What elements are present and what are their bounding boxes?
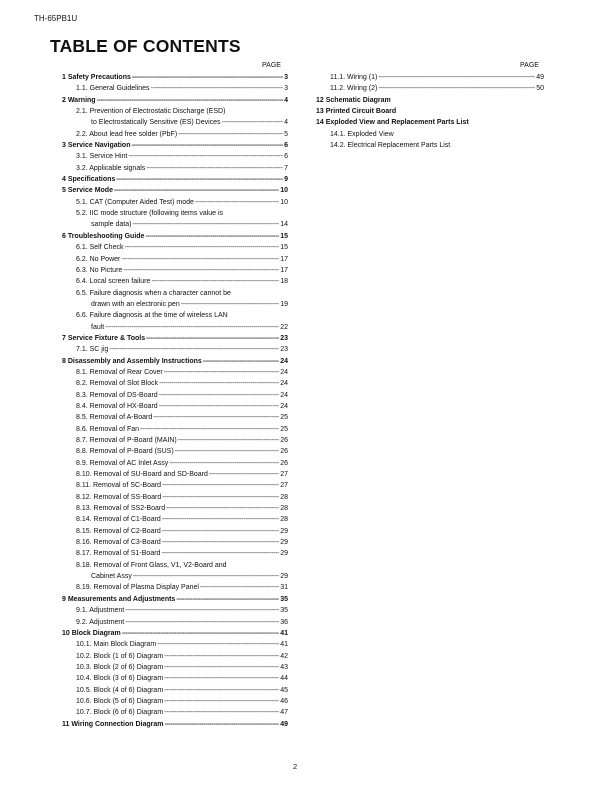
toc-entry-page: 42 xyxy=(280,652,288,660)
toc-entry-label: 8.15. Removal of C2-Board xyxy=(76,527,161,535)
toc-entry[interactable] xyxy=(50,106,288,117)
toc-leader-dots xyxy=(109,344,279,355)
toc-leader-dots xyxy=(164,662,279,673)
toc-entry[interactable] xyxy=(50,117,288,128)
toc-entry-label: 10.6. Block (5 of 6) Diagram xyxy=(76,697,164,705)
toc-entry-label: 13 Printed Circuit Board xyxy=(316,108,397,116)
toc-entry-page: 26 xyxy=(280,437,288,444)
toc-entry-label: 9.2. Adjustment xyxy=(76,618,125,626)
toc-entry-page: 26 xyxy=(280,448,288,456)
toc-leader-dots xyxy=(105,322,279,333)
toc-entry-label: 14.1. Exploded View xyxy=(330,130,394,138)
toc-entry-label: 6.4. Local screen failure xyxy=(76,278,151,286)
toc-entry[interactable] xyxy=(50,265,288,276)
toc-entry-page: 35 xyxy=(280,595,288,603)
toc-entry[interactable] xyxy=(50,412,288,423)
toc-entry-label: 1.1. General Guidelines xyxy=(76,85,150,93)
toc-entry-label: 3 Service Navigation xyxy=(62,142,131,150)
toc-entry[interactable] xyxy=(50,367,288,378)
toc-entry-page: 28 xyxy=(280,505,288,513)
toc-entry-page: 4 xyxy=(284,96,288,104)
toc-entry[interactable] xyxy=(50,310,288,321)
toc-entry-label: 2.1. Prevention of Electrostatic Discharge (ESD) xyxy=(76,108,226,116)
page-column-header-right: PAGE xyxy=(520,62,539,69)
toc-entry-label: drawn with an electronic pen xyxy=(91,300,180,308)
toc-entry[interactable] xyxy=(50,72,288,83)
toc-entry-page: 31 xyxy=(280,584,288,592)
toc-entry[interactable] xyxy=(50,662,288,673)
toc-leader-dots xyxy=(151,83,284,94)
toc-entry-page: 27 xyxy=(280,482,288,490)
toc-entry[interactable] xyxy=(50,537,288,548)
toc-leader-dots xyxy=(175,446,280,457)
toc-entry[interactable] xyxy=(50,299,288,310)
toc-entry-page: 35 xyxy=(280,607,288,615)
toc-leader-dots xyxy=(131,140,283,151)
toc-entry[interactable] xyxy=(304,129,544,140)
toc-entry[interactable] xyxy=(304,117,544,128)
toc-leader-dots xyxy=(164,367,279,378)
toc-entry-label: 10.2. Block (1 of 6) Diagram xyxy=(76,652,164,660)
toc-entry[interactable] xyxy=(304,106,544,117)
toc-entry[interactable] xyxy=(50,571,288,582)
toc-entry[interactable] xyxy=(50,163,288,174)
toc-entry[interactable] xyxy=(304,83,544,94)
toc-leader-dots xyxy=(162,526,279,537)
toc-entry-page: 27 xyxy=(280,471,288,479)
toc-entry-page: 15 xyxy=(280,232,288,240)
toc-entry[interactable] xyxy=(50,594,288,605)
toc-entry-page: 5 xyxy=(284,130,288,138)
toc-leader-dots xyxy=(159,390,280,401)
toc-entry-page: 15 xyxy=(280,244,288,252)
toc-entry-label: fault xyxy=(91,323,105,331)
toc-entry[interactable] xyxy=(50,639,288,650)
toc-entry-label: 14.2. Electrical Replacement Parts List xyxy=(330,142,451,150)
toc-leader-dots xyxy=(161,548,279,559)
toc-leader-dots xyxy=(164,719,279,730)
toc-leader-dots xyxy=(133,571,279,582)
toc-entry[interactable] xyxy=(50,560,288,571)
toc-entry[interactable] xyxy=(50,151,288,162)
toc-entry-page: 17 xyxy=(280,255,288,263)
toc-leader-dots xyxy=(164,707,279,718)
toc-entry-page: 10 xyxy=(280,187,288,195)
toc-entry-page: 24 xyxy=(280,368,288,376)
toc-entry[interactable] xyxy=(50,446,288,457)
toc-leader-dots xyxy=(122,628,279,639)
toc-entry[interactable] xyxy=(50,231,288,242)
toc-leader-dots xyxy=(157,639,279,650)
toc-entry[interactable] xyxy=(50,605,288,616)
toc-entry[interactable] xyxy=(50,685,288,696)
toc-leader-dots xyxy=(146,163,283,174)
toc-entry-label: 8.9. Removal of AC Inlet Assy xyxy=(76,459,169,467)
toc-entry-page: 41 xyxy=(280,641,288,649)
toc-entry[interactable] xyxy=(50,719,288,730)
toc-entry-page: 9 xyxy=(284,176,288,184)
toc-entry-label: 9.1. Adjustment xyxy=(76,607,125,615)
toc-leader-dots xyxy=(125,617,279,628)
toc-entry-page: 45 xyxy=(280,686,288,694)
toc-entry[interactable] xyxy=(50,333,288,344)
toc-entry-label: 10.3. Block (2 of 6) Diagram xyxy=(76,663,164,671)
toc-entry[interactable] xyxy=(50,401,288,412)
toc-entry-page: 49 xyxy=(280,720,288,728)
toc-entry-label: 8.11. Removal of SC-Board xyxy=(76,482,162,490)
toc-leader-dots xyxy=(128,151,283,162)
toc-entry-page: 43 xyxy=(280,663,288,671)
toc-entry[interactable] xyxy=(50,390,288,401)
toc-leader-dots xyxy=(209,469,279,480)
toc-leader-dots xyxy=(200,582,279,593)
toc-leader-dots xyxy=(97,95,284,106)
toc-leader-dots xyxy=(378,83,535,94)
toc-entry-page: 3 xyxy=(284,85,288,93)
toc-entry-page: 25 xyxy=(280,414,288,422)
toc-entry-label: 3.2. Applicable signals xyxy=(76,164,146,172)
toc-entry-page: 18 xyxy=(280,278,288,286)
toc-entry-label: 11.2. Wiring (2) xyxy=(330,85,378,93)
toc-leader-dots xyxy=(222,117,284,128)
toc-entry-label: 8.17. Removal of S1-Board xyxy=(76,550,161,558)
toc-entry[interactable] xyxy=(50,322,288,333)
toc-entry-label: 8.12. Removal of SS-Board xyxy=(76,493,162,501)
toc-entry[interactable] xyxy=(50,696,288,707)
toc-entry-page: 36 xyxy=(280,618,288,626)
toc-entry[interactable] xyxy=(50,95,288,106)
toc-entry-label: 2 Warning xyxy=(62,96,96,104)
toc-entry-label: sample data) xyxy=(91,221,132,229)
toc-leader-dots xyxy=(116,174,283,185)
toc-entry-label: 8.16. Removal of C3-Board xyxy=(76,539,161,547)
toc-leader-dots xyxy=(123,265,279,276)
toc-entry-page: 22 xyxy=(280,323,288,331)
toc-entry[interactable] xyxy=(50,424,288,435)
toc-leader-dots xyxy=(162,537,279,548)
toc-entry[interactable] xyxy=(50,197,288,208)
toc-entry-page: 6 xyxy=(284,153,288,161)
toc-entry[interactable] xyxy=(50,435,288,446)
toc-entry-label: 10.5. Block (4 of 6) Diagram xyxy=(76,686,164,694)
toc-entry-label: 6 Troubleshooting Guide xyxy=(62,232,145,240)
toc-entry[interactable] xyxy=(50,458,288,469)
toc-leader-dots xyxy=(145,231,279,242)
toc-leader-dots xyxy=(169,458,279,469)
toc-entry-page: 14 xyxy=(280,221,288,229)
toc-entry-page: 28 xyxy=(280,516,288,524)
toc-entry[interactable] xyxy=(50,480,288,491)
toc-leader-dots xyxy=(125,605,279,616)
toc-leader-dots xyxy=(140,424,279,435)
toc-entry-label: 6.3. No Picture xyxy=(76,266,123,274)
toc-leader-dots xyxy=(178,435,279,446)
toc-entry-label: Cabinet Assy xyxy=(91,573,132,581)
toc-entry[interactable] xyxy=(50,219,288,230)
toc-entry-label: 8.14. Removal of C1-Board xyxy=(76,516,161,524)
toc-entry-label: 3.1. Service Hint xyxy=(76,153,128,161)
toc-entry-page: 29 xyxy=(280,539,288,547)
toc-entry-page: 29 xyxy=(280,573,288,581)
toc-entry-page: 23 xyxy=(280,346,288,354)
toc-entry[interactable] xyxy=(50,276,288,287)
toc-entry-page: 19 xyxy=(280,300,288,308)
toc-leader-dots xyxy=(178,129,283,140)
page-title: TABLE OF CONTENTS xyxy=(50,36,241,56)
toc-entry[interactable] xyxy=(50,140,288,151)
toc-leader-dots xyxy=(378,72,535,83)
toc-entry-page: 24 xyxy=(280,391,288,399)
toc-entry-label: 4 Specifications xyxy=(62,176,116,184)
toc-leader-dots xyxy=(176,594,279,605)
toc-entry-label: 6.1. Self Check xyxy=(76,244,124,252)
toc-entry[interactable] xyxy=(50,617,288,628)
toc-entry-page: 50 xyxy=(536,85,544,93)
toc-entry-page: 29 xyxy=(280,527,288,535)
toc-entry-page: 49 xyxy=(536,74,544,81)
toc-entry-label: 6.5. Failure diagnosis when a character cannot be xyxy=(76,289,231,297)
toc-entry-label: 8.1. Removal of Rear Cover xyxy=(76,368,163,376)
toc-entry-label: 8.18. Removal of Front Glass, V1, V2-Board and xyxy=(76,561,227,569)
page-number: 2 xyxy=(293,762,298,771)
model-number: TH-65PB1U xyxy=(34,14,78,23)
toc-leader-dots xyxy=(146,333,279,344)
toc-entry-label: 6.6. Failure diagnosis at the time of wireless LAN xyxy=(76,312,228,320)
toc-entry-page: 41 xyxy=(280,629,288,637)
toc-entry-label: 10.7. Block (6 of 6) Diagram xyxy=(76,709,164,717)
toc-entry-page: 3 xyxy=(284,74,288,81)
toc-entry-page: 26 xyxy=(280,459,288,467)
toc-leader-dots xyxy=(164,696,279,707)
toc-entry-label: 1 Safety Precautions xyxy=(62,74,131,81)
toc-entry-label: 8 Disassembly and Assembly Instructions xyxy=(62,357,202,365)
toc-entry-page: 6 xyxy=(284,142,288,150)
toc-leader-dots xyxy=(114,185,279,196)
toc-leader-dots xyxy=(203,356,279,367)
toc-leader-dots xyxy=(166,503,279,514)
toc-leader-dots xyxy=(132,72,283,83)
toc-entry[interactable] xyxy=(304,140,544,151)
toc-entry-label: 12 Schematic Diagram xyxy=(316,96,391,104)
toc-entry[interactable] xyxy=(50,526,288,537)
toc-entry-label: 2.2. About lead free solder (PbF) xyxy=(76,130,178,138)
toc-leader-dots xyxy=(195,197,279,208)
toc-entry-label: 8.2. Removal of Slot Block xyxy=(76,380,159,388)
toc-entry[interactable] xyxy=(50,503,288,514)
toc-leader-dots xyxy=(132,219,279,230)
toc-entry-page: 17 xyxy=(280,266,288,274)
toc-entry[interactable] xyxy=(50,356,288,367)
toc-entry[interactable] xyxy=(50,514,288,525)
toc-entry-label: 7 Service Fixture & Tools xyxy=(62,334,146,342)
toc-entry[interactable] xyxy=(304,95,544,106)
toc-entry[interactable] xyxy=(50,242,288,253)
toc-entry-label: 10.1. Main Block Diagram xyxy=(76,641,157,649)
toc-entry-page: 47 xyxy=(280,709,288,717)
toc-entry-page: 7 xyxy=(284,164,288,172)
toc-entry-label: 5.2. IIC mode structure (following items value is xyxy=(76,210,224,218)
toc-entry-page: 46 xyxy=(280,697,288,705)
toc-entry-label: 8.7. Removal of P-Board (MAIN) xyxy=(76,437,177,444)
toc-entry[interactable] xyxy=(50,548,288,559)
toc-leader-dots xyxy=(159,378,279,389)
toc-entry[interactable] xyxy=(50,673,288,684)
toc-entry-page: 4 xyxy=(284,119,288,127)
toc-entry[interactable] xyxy=(50,628,288,639)
toc-entry[interactable] xyxy=(50,707,288,718)
toc-entry[interactable] xyxy=(50,469,288,480)
toc-leader-dots xyxy=(151,276,279,287)
toc-leader-dots xyxy=(124,242,279,253)
toc-entry-label: 8.10. Removal of SU-Board and SD-Board xyxy=(76,471,208,479)
toc-entry-label: 5.1. CAT (Computer Aided Test) mode xyxy=(76,198,194,206)
toc-entry-label: 6.2. No Power xyxy=(76,255,121,263)
page-column-header-left: PAGE xyxy=(262,62,281,69)
toc-entry[interactable] xyxy=(50,582,288,593)
toc-leader-dots xyxy=(162,492,279,503)
toc-entry[interactable] xyxy=(50,208,288,219)
toc-entry-page: 29 xyxy=(280,550,288,558)
toc-entry-page: 24 xyxy=(280,380,288,388)
toc-entry-label: to Electrostatically Sensitive (ES) Devices xyxy=(91,119,221,127)
toc-entry-label: 5 Service Mode xyxy=(62,187,113,195)
toc-entry[interactable] xyxy=(50,651,288,662)
toc-entry-page: 10 xyxy=(280,198,288,206)
toc-entry[interactable] xyxy=(50,254,288,265)
toc-entry-page: 24 xyxy=(280,357,288,365)
toc-entry-label: 8.13. Removal of SS2-Board xyxy=(76,505,166,513)
toc-entry-page: 25 xyxy=(280,425,288,433)
toc-entry[interactable] xyxy=(50,344,288,355)
toc-entry-page: 23 xyxy=(280,334,288,342)
toc-entry[interactable] xyxy=(304,72,544,83)
toc-entry-label: 8.3. Removal of DS-Board xyxy=(76,391,158,399)
toc-entry[interactable] xyxy=(50,185,288,196)
toc-entry-label: 8.4. Removal of HX-Board xyxy=(76,402,158,410)
toc-entry-page: 44 xyxy=(280,675,288,683)
toc-leader-dots xyxy=(162,514,279,525)
toc-entry[interactable] xyxy=(50,83,288,94)
toc-column-left xyxy=(50,72,288,730)
toc-entry-label: 8.5. Removal of A-Board xyxy=(76,414,153,422)
toc-entry-label: 8.6. Removal of Fan xyxy=(76,425,140,433)
toc-entry-label: 8.19. Removal of Plasma Display Panel xyxy=(76,584,199,592)
toc-entry-label: 11.1. Wiring (1) xyxy=(330,74,378,81)
toc-entry[interactable] xyxy=(50,378,288,389)
toc-entry-label: 9 Measurements and Adjustments xyxy=(62,595,176,603)
toc-column-right xyxy=(304,72,544,151)
toc-entry-label: 7.1. SC jig xyxy=(76,346,109,354)
toc-leader-dots xyxy=(164,673,279,684)
toc-leader-dots xyxy=(164,685,279,696)
toc-entry[interactable] xyxy=(50,129,288,140)
toc-entry-page: 24 xyxy=(280,402,288,410)
toc-leader-dots xyxy=(121,254,279,265)
toc-entry[interactable] xyxy=(50,492,288,503)
toc-entry-label: 10 Block Diagram xyxy=(62,629,121,637)
toc-leader-dots xyxy=(162,480,279,491)
toc-entry-label: 8.8. Removal of P-Board (SUS) xyxy=(76,448,174,456)
toc-entry-label: 14 Exploded View and Replacement Parts List xyxy=(316,119,469,127)
toc-leader-dots xyxy=(181,299,279,310)
toc-entry-label: 11 Wiring Connection Diagram xyxy=(62,720,164,728)
toc-leader-dots xyxy=(164,651,279,662)
toc-leader-dots xyxy=(153,412,279,423)
toc-entry[interactable] xyxy=(50,174,288,185)
toc-entry-page: 28 xyxy=(280,493,288,501)
toc-entry[interactable] xyxy=(50,288,288,299)
toc-leader-dots xyxy=(159,401,280,412)
toc-entry-label: 10.4. Block (3 of 6) Diagram xyxy=(76,675,164,683)
